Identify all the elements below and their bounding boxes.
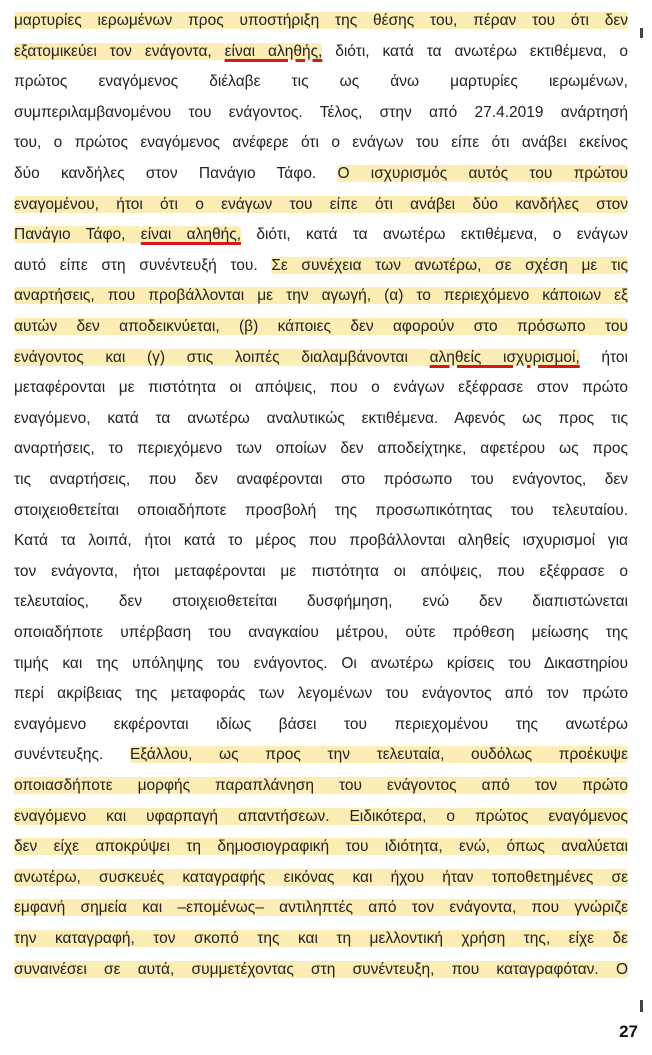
- text-segment: του, ο πρώτος εναγόμενος ανέφερε ότι ο ενάγων του είπε ότι ανάβει εκείνος: [14, 134, 628, 152]
- text-segment: μεταφέρονται με πιστότητα οι απόψεις, που ο ενάγων εξέφρασε στον πρώτο: [14, 379, 628, 397]
- text-segment: συνέντευξης.: [14, 746, 130, 764]
- highlighted-text: εναγομένου, ήτοι ότι ο ενάγων του είπε ότι ανάβει δύο κανδήλες στον: [14, 195, 628, 213]
- text-line: [10, 557, 632, 587]
- text-line: [10, 802, 632, 832]
- text-line: [10, 220, 632, 250]
- highlighted-text: οποιασδήποτε μορφής παραπλάνηση του ενάγοντος από τον πρώτο: [14, 777, 628, 794]
- highlighted-text: ενάγοντος και (γ) στις λοιπές διαλαμβάνονται: [14, 348, 430, 366]
- text-line: [10, 281, 632, 311]
- highlighted-text: Πανάγιο Τάφο,: [14, 226, 141, 244]
- text-segment: διότι, κατά τα ανωτέρω εκτιθέμενα, ο ενάγων: [241, 226, 628, 244]
- text-segment: στοιχειοθετείται οποιαδήποτε προσβολή της προσωπικότητας του τελευταίου.: [14, 501, 628, 519]
- text-line: [10, 832, 632, 862]
- text-line: [10, 893, 632, 923]
- text-line: [10, 251, 632, 281]
- text-line: [10, 434, 632, 464]
- text-line: [10, 740, 632, 770]
- text-line: [10, 618, 632, 648]
- text-line: [10, 710, 632, 740]
- text-line: [10, 128, 632, 158]
- text-segment: ήτοι: [579, 348, 628, 366]
- highlighted-text: συναινέσει σε αυτά, συμμετέχοντας στη συνέντευξη, που καταγραφόταν. Ο: [14, 960, 628, 978]
- text-line: [10, 587, 632, 617]
- text-segment: εναγόμενο, κατά τα ανωτέρω αναλυτικώς εκτιθέμενα. Αφενός ως προς τις: [14, 409, 628, 427]
- text-line: [10, 955, 632, 985]
- underlined-highlighted-text: είναι αληθής,: [224, 42, 323, 60]
- text-line: [10, 404, 632, 434]
- scan-edge-mark-top: [640, 28, 643, 38]
- text-line: [10, 98, 632, 128]
- highlighted-text: ανωτέρω, συσκευές καταγραφής εικόνας και ήχου ήταν τοποθετημένες σε: [14, 868, 628, 886]
- highlighted-text: εμφανή σημεία και –επομένως– αντιληπτές από τον ενάγοντα, που γνώριζε: [14, 899, 628, 917]
- text-segment: συμπεριλαμβανομένου του ενάγοντος. Τέλος, στην από 27.4.2019 ανάρτησή: [14, 103, 628, 121]
- text-segment: διότι, κατά τα ανωτέρω εκτιθέμενα, ο: [322, 42, 629, 60]
- text-segment: τελευταίος, δεν στοιχειοθετείται δυσφήμηση, ενώ δεν διαπιστώνεται: [14, 593, 628, 611]
- highlighted-text: εξατομικεύει τον ενάγοντα,: [14, 42, 225, 60]
- highlighted-text: Εξάλλου, ως προς την τελευταία, ουδόλως προέκυψε: [129, 746, 628, 764]
- text-line: [10, 465, 632, 495]
- page-number: 27: [619, 1022, 638, 1041]
- text-line: [10, 496, 632, 526]
- scan-edge-mark-bottom: [640, 1000, 643, 1012]
- highlighted-text: Ο ισχυρισμός αυτός του πρώτου: [337, 165, 628, 182]
- text-line: [10, 649, 632, 679]
- highlighted-text: μαρτυρίες ιερωμένων προς υποστήριξη της θέσης του, πέραν του ότι δεν: [14, 12, 628, 29]
- text-line: [10, 924, 632, 954]
- highlighted-text: την καταγραφή, τον σκοπό της και τη μελλοντική χρήση της, είχε δε: [14, 930, 628, 947]
- text-line: [10, 37, 632, 67]
- underlined-highlighted-text: αληθείς ισχυρισμοί,: [429, 348, 580, 366]
- text-segment: αναρτήσεις, το περιεχόμενο των οποίων δεν αποδείχτηκε, αφετέρου ως προς: [14, 440, 628, 458]
- text-segment: τιμής και της υπόληψης του ενάγοντος. Οι ανωτέρω κρίσεις του Δικαστηρίου: [14, 654, 628, 672]
- text-line: [10, 190, 632, 220]
- highlighted-text: εναγόμενο και υφαρπαγή απαντήσεων. Ειδικότερα, ο πρώτος εναγόμενος: [14, 807, 628, 825]
- text-line: [10, 679, 632, 709]
- text-segment: εναγόμενο εκφέρονται ιδίως βάσει του περιεχομένου της ανωτέρω: [14, 715, 628, 733]
- underlined-highlighted-text: είναι αληθής,: [140, 226, 241, 244]
- highlighted-text: αυτών δεν αποδεικνύεται, (β) κάποιες δεν αφορούν στο πρόσωπο του: [14, 318, 628, 335]
- text-segment: οποιαδήποτε υπέρβαση του αναγκαίου μέτρου, ούτε πρόθεση μείωσης της: [14, 624, 628, 641]
- text-line: [10, 771, 632, 801]
- text-line: [10, 312, 632, 342]
- highlighted-text: δεν είχε αποκρύψει τη δημοσιογραφική του ιδιότητα, ενώ, όπως αναλύεται: [14, 838, 628, 856]
- text-line: [10, 67, 632, 97]
- text-segment: περί ακρίβειας της μεταφοράς των λεγομένων του ενάγοντος από τον πρώτο: [14, 685, 628, 703]
- highlighted-text: Σε συνέχεια των ανωτέρω, σε σχέση με τις: [271, 256, 628, 274]
- text-line: [10, 526, 632, 556]
- text-segment: τον ενάγοντα, ήτοι μεταφέρονται με πιστότητα οι απόψεις, που εξέφρασε ο: [14, 562, 628, 580]
- text-segment: δύο κανδήλες στον Πανάγιο Τάφο.: [14, 165, 338, 182]
- text-line: [10, 863, 632, 893]
- highlighted-text: αναρτήσεις, που προβάλλονται με την αγωγή, (α) το περιεχόμενο κάποιων εξ: [14, 287, 628, 305]
- text-segment: πρώτος εναγόμενος διέλαβε τις ως άνω μαρτυρίες ιερωμένων,: [14, 73, 628, 91]
- text-segment: Κατά τα λοιπά, ήτοι κατά το μέρος που προβάλλονται αληθείς ισχυρισμοί για: [14, 532, 628, 550]
- text-line: [10, 373, 632, 403]
- text-line: [10, 6, 632, 36]
- text-segment: τις αναρτήσεις, που δεν αναφέρονται στο πρόσωπο του ενάγοντος, δεν: [14, 471, 628, 488]
- text-segment: αυτό είπε στη συνέντευξή του.: [14, 256, 272, 274]
- text-line: [10, 343, 632, 373]
- text-line: [10, 159, 632, 189]
